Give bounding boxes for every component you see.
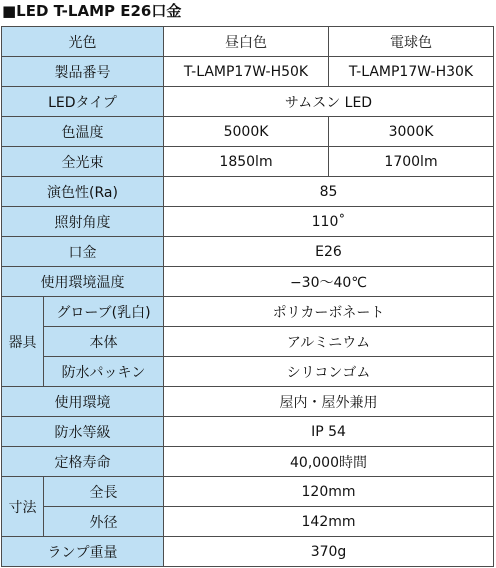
spec-value-diameter: 142mm [164,507,494,537]
spec-label-color-temp: 色温度 [2,117,164,147]
spec-label-diameter: 外径 [44,507,164,537]
table-row [2,507,494,537]
spec-value-lumen-1: 1850lm [164,147,329,177]
spec-label-length: 全長 [44,477,164,507]
spec-label-weight: ランプ重量 [2,537,164,567]
spec-value-environment: 屋内・屋外兼用 [164,387,494,417]
table-row [2,267,494,297]
spec-label-op-temp: 使用環境温度 [2,267,164,297]
table-row [2,357,494,387]
spec-group-fixture: 器具 [2,297,44,387]
table-row [2,117,494,147]
spec-label-model: 製品番号 [2,57,164,87]
spec-value-beam-angle: 110˚ [164,207,494,237]
table-row [2,477,494,507]
spec-value-led-type: サムスン LED [164,87,494,117]
table-row [2,537,494,567]
table-row [2,237,494,267]
spec-value-model-1: T-LAMP17W-H50K [164,57,329,87]
spec-value-color-temp-2: 3000K [329,117,494,147]
table-row [2,387,494,417]
table-row [2,207,494,237]
spec-label-ip-rating: 防水等級 [2,417,164,447]
table-row [2,57,494,87]
spec-value-weight: 370g [164,537,494,567]
spec-group-dimensions: 寸法 [2,477,44,537]
spec-label-globe: グローブ(乳白) [44,297,164,327]
spec-label-base: 口金 [2,237,164,267]
spec-value-body: アルミニウム [164,327,494,357]
spec-table [1,26,494,567]
spec-value-lumen-2: 1700lm [329,147,494,177]
table-row [2,177,494,207]
table-row [2,417,494,447]
table-row [2,327,494,357]
spec-value-gasket: シリコンゴム [164,357,494,387]
spec-value-cri: 85 [164,177,494,207]
spec-label-cri: 演色性(Ra) [2,177,164,207]
spec-value-model-2: T-LAMP17W-H30K [329,57,494,87]
page-title: ■LED T-LAMP E26口金 [2,2,182,20]
spec-label-body: 本体 [44,327,164,357]
spec-value-daylight: 昼白色 [164,27,329,57]
spec-label-light-color: 光色 [2,27,164,57]
spec-value-lifetime: 40,000時間 [164,447,494,477]
spec-value-length: 120mm [164,477,494,507]
table-row [2,87,494,117]
spec-value-ip-rating: IP 54 [164,417,494,447]
spec-value-globe: ポリカーボネート [164,297,494,327]
spec-value-base: E26 [164,237,494,267]
spec-value-color-temp-1: 5000K [164,117,329,147]
spec-label-environment: 使用環境 [2,387,164,417]
spec-label-lifetime: 定格寿命 [2,447,164,477]
spec-label-lumen: 全光束 [2,147,164,177]
spec-value-warm: 電球色 [329,27,494,57]
table-row [2,297,494,327]
spec-label-gasket: 防水パッキン [44,357,164,387]
table-row [2,147,494,177]
spec-label-led-type: LEDタイプ [2,87,164,117]
spec-label-beam-angle: 照射角度 [2,207,164,237]
table-row [2,447,494,477]
spec-value-op-temp: −30〜40℃ [164,267,494,297]
table-row [2,27,494,57]
